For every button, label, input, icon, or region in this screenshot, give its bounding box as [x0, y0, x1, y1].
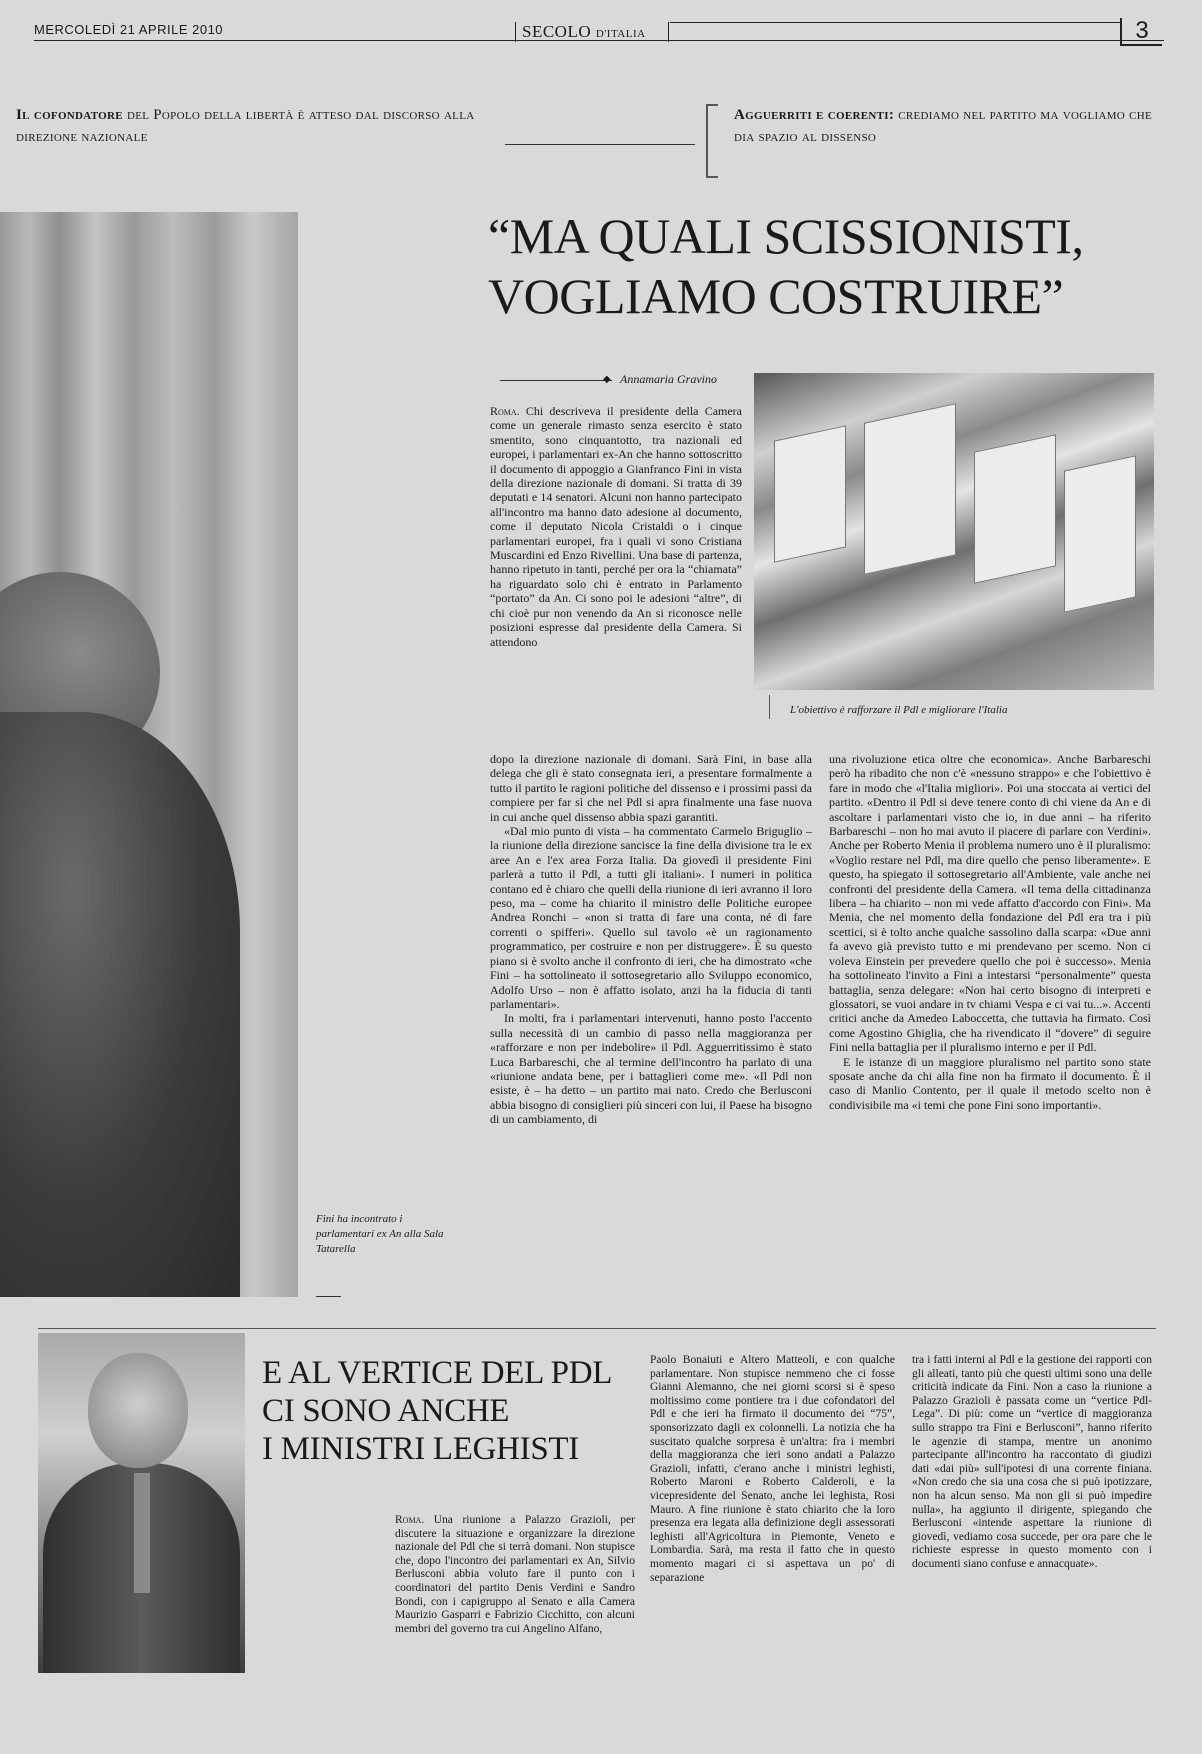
main-col-3-p1: una rivoluzione etica oltre che economica». Anche Barbareschi però ha ribadito che non c'è «nessuno strappo» e che l'obiettivo è fare in modo che «l'Italia migliori». Poi una stoccata ai vertici del partito. «Dentro il Pdl si deve tenere conto di chi viene da An e di ascoltare i parlamentari visto che io, in due anni – ha riferito Barbareschi – non ho mai avuto il piacere di parlare con Verdini». Anche per Roberto Menia il problema numero uno è il pluralismo: «Voglio restare nel Pdl, ma dire quello che penso liberamente». E questo, ha spiegato il sottosegretario all'Ambiente, vale anche nei confronti del presidente della Camera. «Il tema della cittadinanza libera – ha chiarito – non mi vede affatto d'accordo con Fini». Ma Menia, che nel momento della fondazione del Pdl era tra i più scettici, si è tolto anche qualche sassolino dalla scarpa: «Due anni fa avevo già previsto tutto e mi prendevano per scemo. Non ci voleva Einstein per prevedere quello che poi è successo». Menia ha sottolineato l'invito a Fini a intestarsi “personalmente” questa battaglia, senza delegare: «Non hai certo bisogno di interpreti e glossatori, se vuoi andare in tv chiami Vespa e ci vai tu...». Accenti critici anche da Amedeo Laboccetta, che tuttavia ha firmato. Così come Agostino Ghiglia, che ha rivendicato il “dovere” di seguire Fini nella battaglia per il pluralismo interno e per il Pdl. — [829, 752, 1151, 1055]
main-col-1 — [490, 404, 742, 649]
flag-shape — [864, 403, 956, 575]
main-col-1-text: Chi descriveva il presidente della Camera come un generale rimasto senza esercito è stato smentito, sono cinquantotto, tra nazionali ed europei, i parlamentari ex-An che hanno sottoscritto il documento di appoggio a Gianfranco Fini in vista della direzione nazionale di domani. Si tratta di 39 deputati e 14 senatori. Alcuni non hanno partecipato all'incontro ma hanno dato adesione al documento, come il deputato Nicola Cristaldi o i cinque parlamentari europei, fra i quali vi sono Cristiana Muscardini ed Enzo Rivellini. Una base di partenza, hanno ripetuto in tanti, perché per ora la “chiamata” ha riguardato solo chi è entrato in Parlamento “portato” da An. Ci sono poi le adesioni “altre”, di chi cioè pur non venendo da An si riconosce nelle posizioni espresse dal presidente della Camera. Si attendono — [490, 404, 743, 649]
kicker-right-bold: Agguerriti e coerenti: — [734, 107, 895, 123]
page-number: 3 — [1120, 18, 1162, 46]
section-divider — [38, 1328, 1156, 1329]
flag-shape — [1064, 455, 1136, 612]
main-col-2 — [490, 752, 812, 1127]
second-col-1-text: Una riunione a Palazzo Grazioli, per discutere la situazione e organizzare la direzione nazionale del Pdl che si terrà domani. Non stupisce che, dopo l'incontro dei parlamentari ex An, Silvio Berlusconi abbia voluto fare il punto con i coordinatori del partito Denis Verdini e Sandro Bondi, con i capigruppo al Senato e alla Camera Maurizio Gasparri e Fabrizio Cicchitto, con alcuni membri del governo tra cui Angelino Alfano, — [395, 1514, 635, 1635]
byline-rule — [500, 380, 612, 381]
second-col-1 — [395, 1514, 635, 1636]
photo-caption-marker — [769, 695, 770, 719]
second-col-3-text: tra i fatti interni al Pdl e la gestione dei rapporti con gli alleati, tanto più che questi ultimi sono una delle criticità indicate da Fini. Non a caso la riunione a Palazzo Grazioli è passata come un “vertice Pdl-Lega”. Di più: come un “vertice di maggioranza sullo strappo tra Fini e Berlusconi”, hanno riferito le agenzie di stampa, mentre un anonimo partecipante all'incontro ha raccontato di giudizi dati «dai più» sull'ipotesi di una corrente finiana. «Non credo che sia una cosa che si può ipotizzare, non ha alcun senso. Ma non gli si può impedire nulla», ha aggiunto il dirigente, spiegando che Berlusconi «intende aspettare la riunione di giovedì, vediamo cosa succede, per ora pare che le richieste espresse in questo momento con i documenti siano confuse e annacquate». — [912, 1354, 1152, 1570]
kicker-bracket — [706, 104, 718, 178]
byline-diamond-icon: ◆ — [603, 374, 611, 385]
caption-rule — [316, 1296, 341, 1297]
byline: Annamaria Gravino — [620, 372, 717, 386]
flag-shape — [774, 425, 846, 562]
second-dateline: Roma. — [395, 1514, 425, 1526]
issue-date: MERCOLEDÌ 21 APRILE 2010 — [34, 22, 224, 37]
kicker-left — [16, 104, 486, 148]
minister-photo — [38, 1333, 245, 1673]
main-col-2-p1: dopo la direzione nazionale di domani. Sarà Fini, in base alla delega che gli è stato consegnata ieri, a presentare formalmente a tutto il partito le ragioni politiche del dissenso e i prossimi passi da compiere per far sì che nel Pdl si apra finalmente una fase nuova in cui anche quel dissenso abbia spazi garantiti. — [490, 752, 812, 824]
second-headline-line3: I MINISTRI LEGHISTI — [262, 1431, 579, 1467]
main-col-2-p3: In molti, fra i parlamentari intervenuti, hanno posto l'accento sulla necessità di un cambio di passo nella maggioranza per «rafforzare e non per indebolire» il Pdl. Agguerritissimo è stato Luca Barbareschi, che al termine dell'incontro ha parlato di una «riunione andata bene, per i battaglieri come me». «Il Pdl non esiste, è – ha detto – un partito mai nato. Credo che Berlusconi abbia bisogno di consiglieri più sinceri con lui, il Paese ha bisogno di un cambiamento, di — [490, 1011, 812, 1127]
newspaper-name — [522, 22, 646, 42]
second-headline — [262, 1354, 642, 1468]
kicker-right-text: crediamo nel partito ma vogliamo che dia spazio al dissenso — [734, 107, 1152, 145]
main-headline-line1: “MA QUALI SCISSIONISTI, — [488, 208, 1084, 264]
dateline: Roma. — [490, 404, 520, 418]
main-headline-line2: VOGLIAMO COSTRUIRE” — [488, 268, 1064, 324]
kicker-left-text: del Popolo della libertà è atteso dal discorso alla direzione nazionale — [16, 107, 475, 145]
main-col-3-p2: E le istanze di un maggiore pluralismo nel partito sono state sposate anche da chi alla fine non ha firmato il documento. È il caso di Manlio Contento, per il quale il metodo scelto non è condivisibile ma «i temi che pone Fini sono importanti». — [829, 1054, 1151, 1112]
flags-photo — [754, 373, 1154, 690]
fini-photo — [0, 212, 298, 1297]
flags-photo-caption: L'obiettivo è rafforzare il Pdl e migliorare l'Italia — [790, 704, 1008, 716]
header-separator-2 — [668, 22, 669, 42]
photo-subject-suit — [0, 712, 240, 1297]
second-col-3 — [912, 1354, 1152, 1572]
second-headline-line1: E AL VERTICE DEL PDL — [262, 1355, 613, 1391]
header-top-rule — [670, 22, 1120, 23]
kicker-divider — [505, 144, 695, 145]
kicker-left-bold: Il cofondatore — [16, 107, 123, 123]
main-col-3 — [829, 752, 1151, 1112]
kicker-right — [734, 104, 1164, 148]
photo-subject-tie — [134, 1473, 150, 1593]
newspaper-name-suffix: D'ITALIA — [595, 28, 646, 40]
main-col-2-p2: «Dal mio punto di vista – ha commentato Carmelo Briguglio – la riunione della direzione sancisce la fine della divisione tra le ex aree An e l'ex area Forza Italia. Da giovedì il presidente Fini parlerà a tutto il Pdl, a tutti gli italiani». I numeri in politica contano ed è chiaro che quelli della riunione di ieri avranno il loro peso, ma – come ha chiarito il ministro delle Politiche europee Andrea Ronchi – «non si tratta di fare una conta, né di fare correnti o spifferi». Quello sul tavolo «è un ragionamento programmatico, per costruire e non per distruggere». È su questo piano si è svolto anche il confronto di ieri, che ha dimostrato «che Fini – ha sottolineato il sottosegretario allo Sviluppo economico, Adolfo Urso – non è affatto isolato, anzi ha la fiducia di tanti parlamentari». — [490, 824, 812, 1011]
header-separator — [515, 22, 516, 42]
photo-subject-face — [88, 1353, 188, 1468]
newspaper-name-main: SECOLO — [522, 22, 592, 41]
second-col-2-text: Paolo Bonaiuti e Altero Matteoli, e con qualche parlamentare. Non stupisce nemmeno che ci fosse Gianni Alemanno, che nei giorni scorsi si è speso moltissimo come pontiere tra i due cofondatori del Pdl e che ieri ha firmato il documento dei “75”, sponsorizzato dagli ex colonnelli. La notizia che ha suscitato qualche sorpresa è un'altra: fra i membri della maggioranza che ieri sono andati a Palazzo Grazioli, infatti, c'erano anche i ministri leghisti, Roberto Maroni e Roberto Calderoli, e la vicepresidente del Senato, anche lei leghista, Rosi Mauro. A fine riunione è stato chiarito che la loro presenza era legata alla definizione degli assessorati leghisti all'Agricoltura in Piemonte, Veneto e Lombardia. Sarà, ma resta il fatto che in questo momento magari ci si aspettava un po' di separazione — [650, 1354, 895, 1584]
second-headline-line2: CI SONO ANCHE — [262, 1393, 510, 1429]
main-headline — [488, 206, 1168, 326]
second-col-2 — [650, 1354, 895, 1585]
left-photo-caption: Fini ha incontrato i parlamentari ex An alla Sala Tatarella — [316, 1213, 444, 1255]
flag-shape — [974, 434, 1056, 583]
